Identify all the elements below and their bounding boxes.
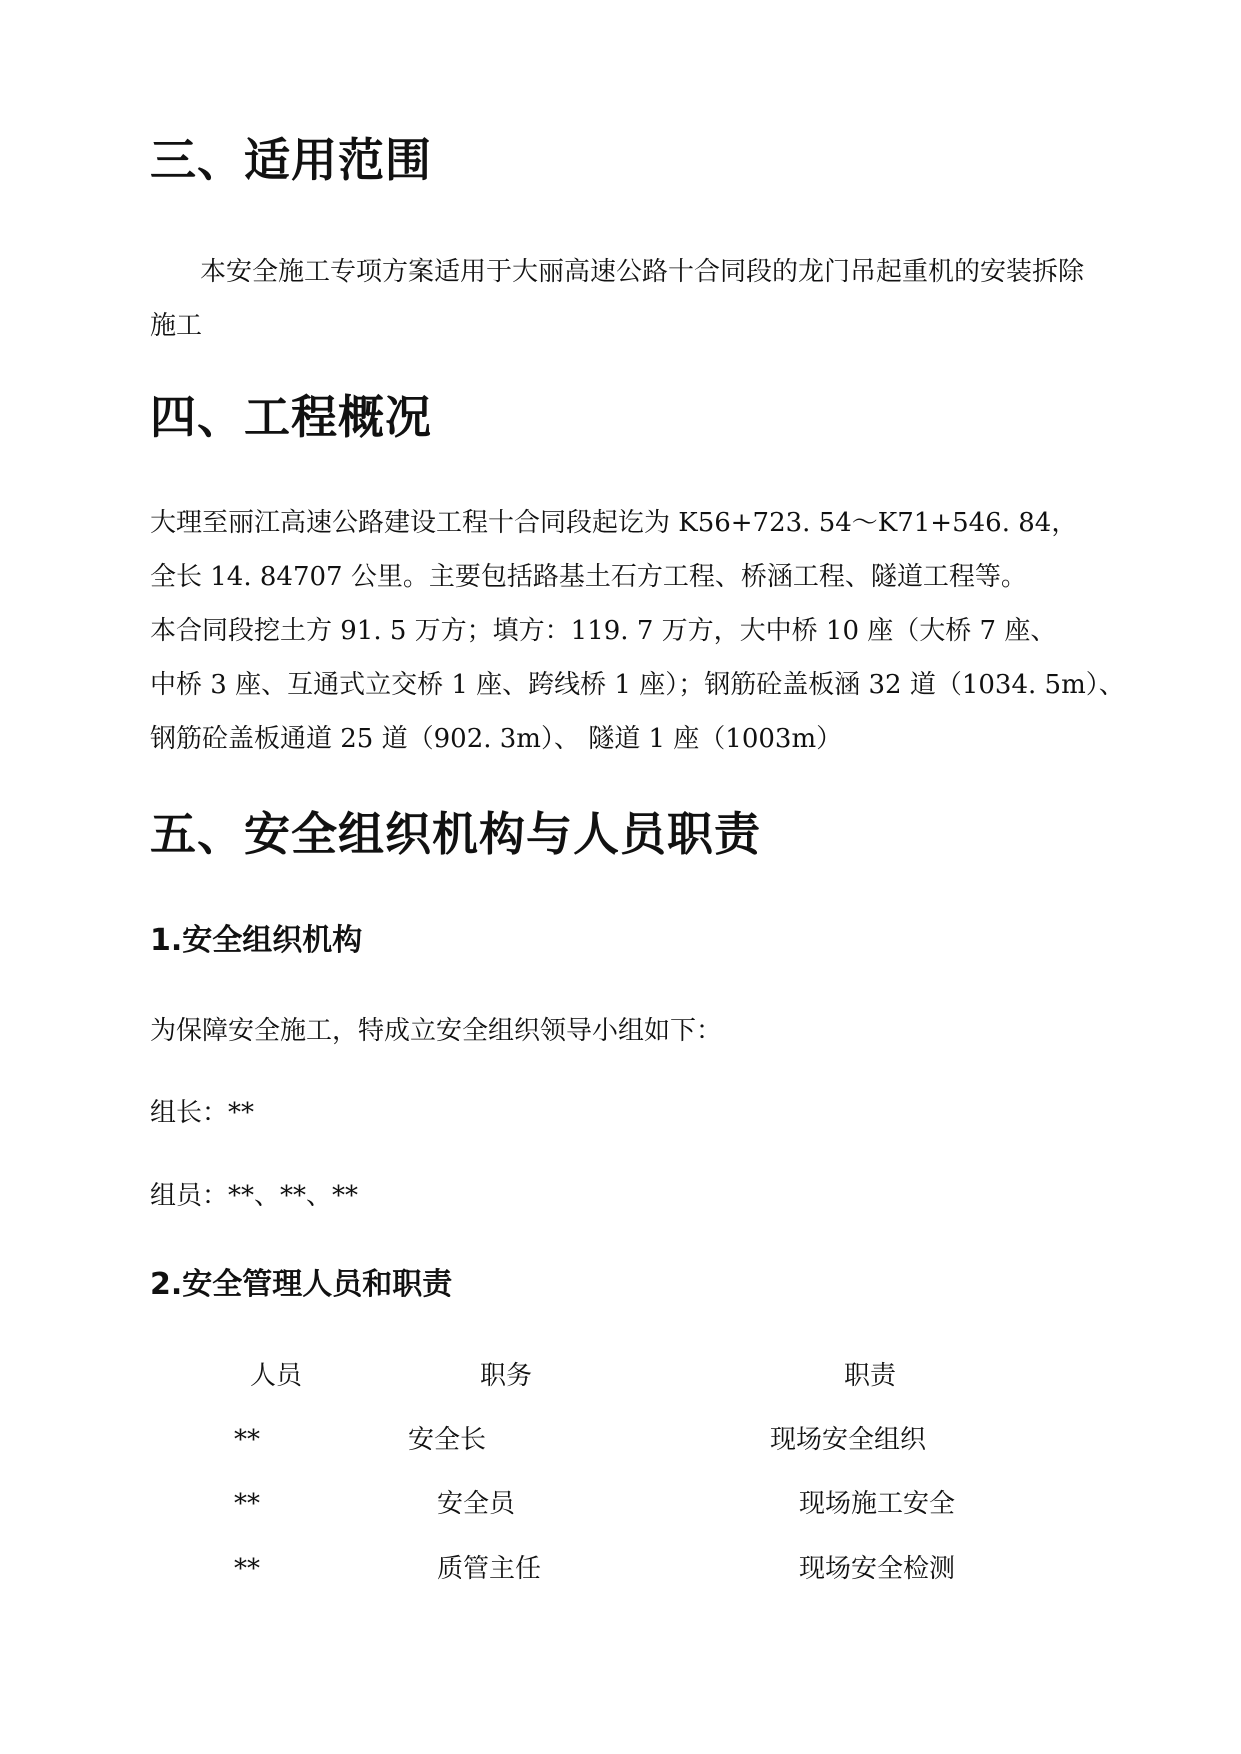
table-header-duty: 职责	[844, 1361, 897, 1391]
subsection-1-heading: 1.安全组织机构	[150, 923, 363, 958]
section-3-paragraph: 本安全施工专项方案适用于大丽高速公路十合同段的龙门吊起重机的安装拆除施工	[150, 257, 1085, 341]
table-cell-person: **	[234, 1425, 260, 1455]
overview-line-4: 中桥 3 座、互通式立交桥 1 座、跨线桥 1 座）；钢筋砼盖板涵 32 道（1034. 5m）、	[150, 670, 1125, 700]
overview-line-2: 全长 14. 84707 公里。主要包括路基土石方工程、桥涵工程、隧道工程等。	[150, 562, 1027, 592]
overview-line-1: 大理至丽江高速公路建设工程十合同段起讫为 K56+723. 54～K71+546. 84，	[150, 508, 1078, 538]
table-cell-duty: 现场安全组织	[770, 1425, 927, 1455]
table-cell-duty: 现场安全检测	[799, 1554, 956, 1584]
org-leader: 组长：**	[150, 1098, 255, 1128]
subsection-2-heading: 2.安全管理人员和职责	[150, 1267, 453, 1302]
section-4-heading: 四、工程概况	[150, 390, 432, 444]
table-cell-person: **	[234, 1489, 260, 1519]
table-cell-position: 质管主任	[437, 1554, 542, 1584]
section-3-heading: 三、适用范围	[150, 133, 432, 187]
table-cell-duty: 现场施工安全	[799, 1489, 956, 1519]
section-5-heading: 五、安全组织机构与人员职责	[150, 807, 761, 861]
overview-line-5: 钢筋砼盖板通道 25 道（902. 3m）、 隧道 1 座（1003m）	[150, 724, 843, 754]
table-cell-position: 安全长	[408, 1425, 487, 1455]
org-members: 组员：**、**、**	[150, 1181, 359, 1211]
overview-line-3: 本合同段挖土方 91. 5 万方；填方：119. 7 万方，大中桥 10 座（大桥 7 座、	[150, 616, 1057, 646]
table-cell-person: **	[234, 1554, 260, 1584]
table-cell-position: 安全员	[437, 1489, 516, 1519]
org-intro: 为保障安全施工，特成立安全组织领导小组如下：	[150, 1016, 723, 1046]
table-header-person: 人员	[250, 1361, 303, 1391]
table-header-position: 职务	[480, 1361, 533, 1391]
